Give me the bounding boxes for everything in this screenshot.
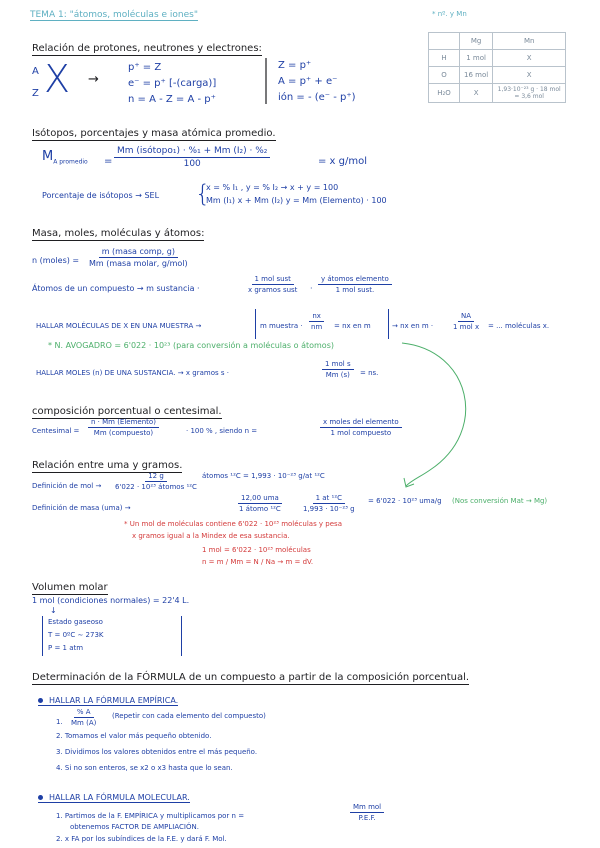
rule-a: A = p⁺ + e⁻	[278, 76, 338, 87]
uma-conversion-note: (Nos conversión Mat → Mg)	[452, 497, 548, 505]
molecules-tail: = ... moléculas x.	[488, 322, 550, 330]
formula-result: = x g/mol	[318, 156, 368, 167]
fraction-denominator: 1,993 · 10⁻²³ g	[303, 505, 355, 513]
fraction-numerator: 12,00 uma	[238, 494, 282, 504]
fraction-numerator: y átomos elemento	[318, 275, 392, 285]
fraction-denominator: Mm (masa molar, g/mol)	[89, 259, 188, 268]
mol-note-line-2: x gramos igual a la Mindex de esa sustancia.	[132, 532, 290, 540]
atoms-label: Átomos de un compuesto → m sustancia ·	[32, 284, 200, 293]
fraction-denominator: P.E.F.	[358, 814, 376, 822]
molar-volume-line: 1 mol (condiciones normales) = 22'4 L.	[32, 596, 190, 605]
step-2: 2. Tomamos el valor más pequeño obtenido.	[56, 732, 212, 740]
fraction-denominator: x gramos sust	[248, 286, 298, 294]
step-3: 3. Dividimos los valores obtenidos entre el más pequeño.	[56, 748, 258, 756]
down-arrow-icon: ↓	[50, 606, 57, 615]
formula-lhs-subscript: A promedio	[53, 158, 88, 166]
rule-z: Z = p⁺	[278, 60, 312, 71]
table-cell: X	[493, 67, 566, 84]
fraction-denominator: 1 átomo ¹²C	[239, 505, 281, 513]
table-cell: Mn	[493, 33, 566, 50]
fraction-denominator: 100	[183, 159, 201, 169]
equation-electrons: e⁻ = p⁺ [-(carga)]	[128, 78, 217, 89]
table-cell: 1 mol	[460, 50, 493, 67]
molecular-step-1b: obtenemos FACTOR DE AMPLIACIÓN.	[70, 823, 199, 831]
molecules-label: HALLAR MOLÉCULAS DE X EN UNA MUESTRA →	[36, 322, 202, 330]
molecules-arrow-text: → nx en m ·	[392, 322, 434, 330]
rule-ion: ión = - (e⁻ - p⁺)	[278, 92, 356, 103]
molecules-bracket-text: m muestra ·	[260, 322, 303, 330]
table-cell: Mg	[460, 33, 493, 50]
fraction-denominator: Mm (A)	[71, 719, 97, 727]
uma-result: = 6'022 · 10²³ uma/g	[368, 497, 442, 505]
section-title-molar-volume: Volumen molar	[32, 582, 108, 593]
mol-molecules: 1 mol = 6'022 · 10²³ moléculas	[202, 546, 311, 554]
fraction-numerator: 1 mol s	[322, 360, 354, 370]
fraction-denominator: nm	[311, 323, 323, 331]
atoms-dot: ·	[310, 284, 313, 293]
element-symbol: X	[44, 57, 71, 101]
step-1-text: (Repetir con cada elemento del compuesto)	[112, 712, 266, 720]
fraction-denominator: Mm (s)	[325, 371, 350, 379]
moles-substance-result: = ns.	[360, 369, 379, 377]
avogadro-note: * N. AVOGADRO = 6'022 · 10²³ (para conversión a moléculas o átomos)	[48, 341, 334, 350]
sel-equation-2: Mm (I₁) x + Mm (I₂) y = Mm (Elemento) · 100	[206, 196, 387, 205]
step-4: 4. Si no son enteros, se x2 o x3 hasta que lo sean.	[56, 764, 233, 772]
section-title-isotopes: Isótopos, porcentajes y masa atómica promedio.	[32, 128, 276, 139]
table-cell: X	[460, 84, 493, 103]
fraction-numerator: Mm (isótopo₁) · %₁ + Mm (I₂) · %₂	[114, 146, 270, 158]
equation-neutrons: n = A - Z = A - p⁺	[128, 94, 216, 105]
table-cell: 1,93·10⁻²³ g · 18 mol = 3,6 mol	[493, 84, 566, 103]
fraction-denominator: 1 mol compuesto	[330, 429, 392, 437]
mol-definition-label: Definición de mol →	[32, 482, 102, 490]
section-title-formula: Determinación de la FÓRMULA de un compuesto a partir de la composición porcentual.	[32, 672, 470, 683]
side-note: * nº. y Mn	[432, 10, 467, 18]
centesimal-lhs: Centesimal =	[32, 427, 80, 435]
fraction-denominator: Mm (compuesto)	[93, 429, 154, 437]
fraction-numerator: Mm mol	[350, 803, 384, 813]
fraction-numerator: 1 mol sust	[252, 275, 294, 285]
table-cell: X	[493, 50, 566, 67]
fraction-numerator: x moles del elemento	[320, 418, 402, 428]
brace-icon: {	[195, 180, 211, 208]
fraction-numerator: 1 at ¹²C	[313, 494, 345, 504]
fraction-numerator: NA	[458, 312, 474, 322]
n-formula: n = m / Mm = N / Na → m = dV.	[202, 558, 314, 566]
green-connector-arrow	[402, 343, 466, 486]
condition-pressure: P = 1 atm	[48, 644, 84, 652]
fraction-denominator: 6'022 · 10²³ átomos ¹²C	[115, 483, 197, 491]
fraction-numerator: % A	[74, 708, 94, 718]
molecular-formula-title: HALLAR LA FÓRMULA MOLECULAR.	[49, 793, 190, 802]
equation-protons: p⁺ = Z	[128, 62, 162, 73]
formula-lhs-symbol: M	[42, 149, 54, 164]
fraction-numerator: m (masa comp, g)	[99, 247, 178, 258]
fraction-numerator: 12 g	[145, 472, 167, 482]
table-cell: O	[429, 67, 460, 84]
molecules-bracket-rest: = nx en m	[334, 322, 371, 330]
fraction-denominator: 1 mol sust.	[335, 286, 375, 294]
mol-definition-tail: átomos ¹²C = 1,993 · 10⁻²³ g/at ¹²C	[202, 472, 325, 480]
condition-state: Estado gaseoso	[48, 618, 103, 626]
mol-note-line-1: * Un mol de moléculas contiene 6'022 · 10²³ moléculas y pesa	[124, 520, 342, 528]
empirical-formula-title: HALLAR LA FÓRMULA EMPÍRICA.	[49, 696, 179, 705]
moles-lhs: n (moles) =	[32, 256, 80, 265]
formula-equals: =	[104, 156, 113, 167]
condition-temperature: T = 0ºC ∼ 273K	[48, 631, 104, 639]
table-cell: 16 mol	[460, 67, 493, 84]
fraction-denominator: 1 mol x	[453, 323, 480, 331]
section-title-composition: composición porcentual o centesimal.	[32, 406, 222, 417]
green-arrowhead	[404, 478, 414, 487]
uma-definition-label: Definición de masa (uma) →	[32, 504, 131, 512]
isotope-percent-label: Porcentaje de isótopos → SEL	[42, 191, 160, 200]
centesimal-middle: · 100 % , siendo n =	[186, 427, 258, 435]
sel-equation-1: x = % I₁ , y = % I₂ → x + y = 100	[206, 183, 339, 192]
arrow-icon: →	[88, 72, 99, 87]
moles-substance-label: HALLAR MOLES (n) DE UNA SUSTANCIA. → x gramos s ·	[36, 369, 229, 377]
fraction-numerator: n · Mm (Elemento)	[88, 418, 159, 428]
molecular-step-2: 2. x FA por los subíndices de la F.E. y dará F. Mol.	[56, 835, 227, 843]
section-title-mass-moles: Masa, moles, moléculas y átomos:	[32, 228, 205, 239]
table-cell: H	[429, 50, 460, 67]
fraction-numerator: nx	[309, 312, 324, 322]
table-cell: H₂O	[429, 84, 460, 103]
section-title-uma: Relación entre uma y gramos.	[32, 460, 183, 471]
section-title-protons: Relación de protones, neutrones y electrones:	[32, 43, 262, 54]
step-1-number: 1.	[56, 718, 63, 726]
isotope-mass-number: A	[32, 66, 39, 77]
isotope-atomic-number: Z	[32, 88, 39, 99]
molecular-step-1: 1. Partimos de la F. EMPÍRICA y multiplicamos por n =	[56, 812, 245, 820]
page-title: TEMA 1: "átomos, moléculas e iones"	[30, 10, 198, 20]
